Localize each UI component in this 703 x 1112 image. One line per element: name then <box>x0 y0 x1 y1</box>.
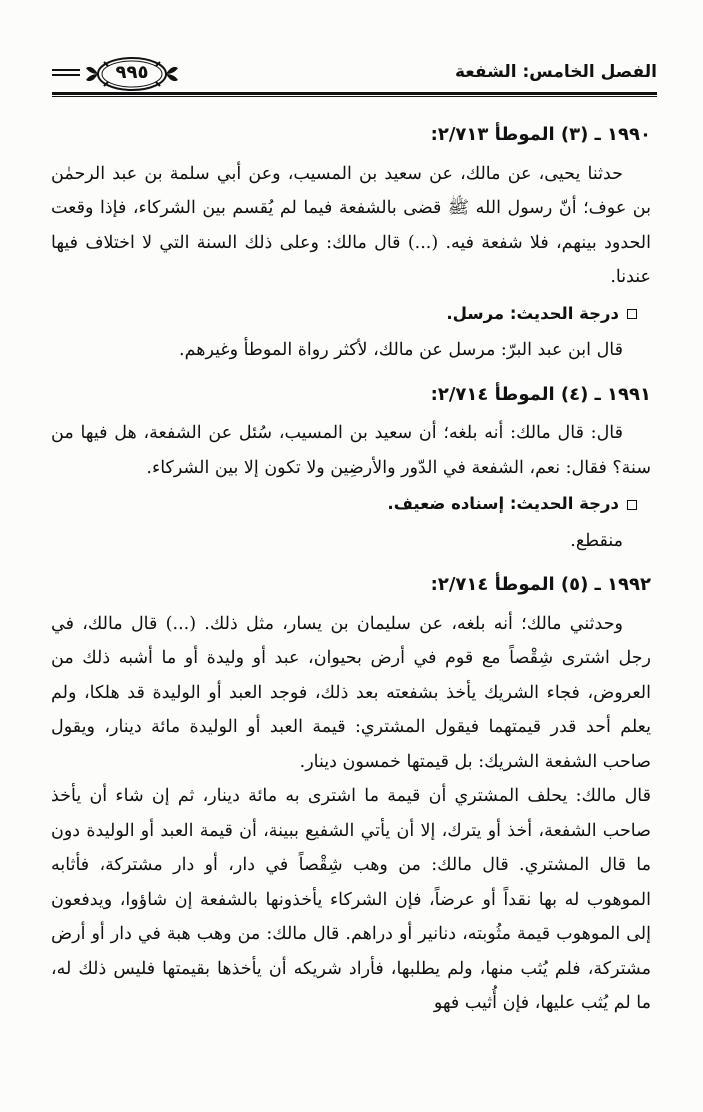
hadith-text: وحدثني مالك؛ أنه بلغه، عن سليمان بن يسار، مثل ذلك. (...) قال مالك، في رجل اشترى شِقْصاً مع قوم في أرض بحيوان، عبد أو وليدة أو ما أشبه ذلك من العروض، فجاء الشريك يأخذ بشفعته بعد ذلك، فوجد العبد أو الوليدة قد هلكا، ولم يعلم أحد قدر قيمتهما فيقول المشتري: قيمة العبد أو الوليدة مائة دينار، ويقول صاحب الشفعة الشريك: بل قيمتها خمسون دينار. <box>51 613 651 772</box>
grade-note: قال ابن عبد البرّ: مرسل عن مالك، لأكثر رواة الموطأ وغيرهم. <box>179 340 623 360</box>
page-number-badge <box>84 54 180 94</box>
hadith-text-continued: قال مالك: يحلف المشتري أن قيمة ما اشترى به مائة دينار، ثم إن شاء أن يأخذ صاحب الشفعة، أخذ أو يترك، إلا أن يأتي الشفيع ببينة، أن قيمة العبد أو الوليدة دون ما قال المشتري. قال مالك: من وهب شِقْصاً في دار، أو دار مشتركة، فأثابه الموهوب له بها نقداً أو عرضاً، فإن الشركاء يأخذونها بالشفعة إن شاؤوا، ويدفعون إلى الموهوب قيمة مثُوبته، دنانير أو دراهم. قال مالك: من وهب هبة في دار أو أرض مشتركة، فلم يُثب منها، ولم يطلبها، فأراد شريكه أن يأخذها بقيمتها فليس ذلك له، ما لم يُثب عليها، فإن أُثيب فهو <box>51 786 651 1013</box>
decorative-rule-icon <box>52 69 80 78</box>
grade-note: منقطع. <box>570 530 623 551</box>
header-divider <box>52 92 657 97</box>
hadith-entry-1992 <box>51 568 651 1021</box>
chapter-title: الفصل الخامس: الشفعة <box>454 62 657 82</box>
square-bullet-icon <box>627 500 637 510</box>
grade-line <box>51 487 637 522</box>
page-content <box>51 118 651 1021</box>
hadith-entry-1990 <box>51 118 651 368</box>
hadith-text: قال: قال مالك: أنه بلغه؛ أن سعيد بن المسيب، سُئل عن الشفعة، هل فيها من سنة؟ فقال: نعم، الشفعة في الدّور والأرضِين ولا تكون إلا بين الشركاء. <box>51 423 651 478</box>
grade-label: درجة الحديث: إسناده ضعيف. <box>387 494 619 513</box>
grade-label: درجة الحديث: مرسل. <box>446 303 619 323</box>
hadith-text: حدثنا يحيى، عن مالك، عن سعيد بن المسيب، وعن أبي سلمة بن عبد الرحمٰن بن عوف؛ أنّ رسول الله ﷺ قضى بالشفعة فيما لم يُقسم بين الشركاء، فإذا وقعت الحدود بينهم، فلا شفعة فيه. (...) قال مالك: وعلى ذلك السنة التي لا اختلاف فيها عندنا. <box>51 163 651 287</box>
square-bullet-icon <box>627 309 637 319</box>
entry-heading: ١٩٩٠ ـ (٣) الموطأ ٢/٧١٣: <box>430 124 651 145</box>
hadith-entry-1991 <box>51 378 651 559</box>
entry-heading: ١٩٩٢ ـ (٥) الموطأ ٢/٧١٤: <box>430 574 651 595</box>
entry-heading: ١٩٩١ ـ (٤) الموطأ ٢/٧١٤: <box>430 383 651 405</box>
page-number: ٩٩٥ <box>115 62 149 83</box>
page-header <box>52 52 657 98</box>
grade-line <box>51 297 637 332</box>
